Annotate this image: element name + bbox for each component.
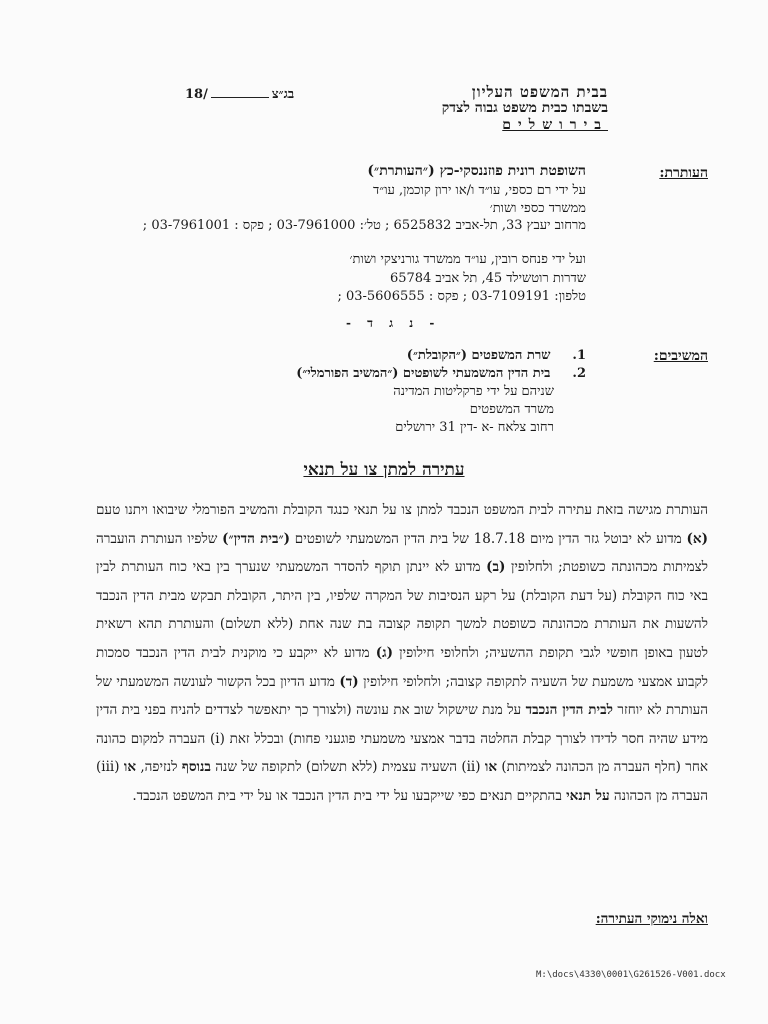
clause-c-marker: (ג) <box>375 644 393 661</box>
respondents-label: המשיבים: <box>653 348 708 364</box>
body-text-2: מדוע לא יבוטל גזר הדין מיום 18.7.18 של בית הדין המשמעתי לשופטים <box>289 530 687 547</box>
petitioner-address-2: שדרות רוטשילד 45, תל אביב 65784 <box>389 271 586 286</box>
petitioner-name: השופטת רונית פוזננסקי-כץ (״העותרת״) <box>367 163 586 179</box>
conditional-emphasis: על תנאי <box>566 787 610 804</box>
body-text-3: שלפיו העותרת הועברה לצמיתות מכהונתה כשופטת; ולחלופין <box>96 530 708 576</box>
case-suffix: /18 <box>185 87 208 102</box>
or-emphasis-1: או <box>484 759 497 776</box>
respondent-2-number: 2. <box>572 366 586 381</box>
versus-separator: - נ ג ד - <box>346 316 441 330</box>
petitioner-firm-1: ממשרד כספי ושות׳ <box>489 201 586 216</box>
footer-file-path: M:\docs\4330\0001\G261526-V001.docx <box>536 970 726 980</box>
case-number <box>185 86 294 102</box>
court-name-line1: בבית המשפט העליון <box>471 83 608 101</box>
petitioner-phone-2: טלפון: 03-7109191 ; פקס : 03-5606555 ; <box>337 289 586 304</box>
respondents-office: משרד המשפטים <box>469 402 554 417</box>
body-text-7: על מנת שישקול שוב את עונשה (ולצורך כך יתאפשר לצדדים להניח בפני בית הדין מידע שהיה חסר לדידו לצורך קבלת החלטה בדבר אמצעי משמעתי פוגעני פחות) ובכלל זאת (i) העברה למקום כהונה אחר (חלף העברה מן הכהונה לצמיתות) <box>96 702 708 776</box>
or-emphasis-2: או <box>123 759 136 776</box>
petitioner-label: העותרת: <box>659 165 708 181</box>
body-text-11: בהתקיים תנאים כפי שייקבעו על ידי בית הדין הנכבד או על ידי בית המשפט הנכבד. <box>132 787 567 804</box>
court-emphasis: לבית הדין הנכבד <box>525 702 613 719</box>
court-location: בירושלים <box>502 117 608 133</box>
respondent-2-name: בית הדין המשמעתי לשופטים (״המשיב הפורמלי״) <box>296 366 551 381</box>
grounds-heading: ואלה נימוקי העתירה: <box>595 911 708 927</box>
body-text-9: לנזיפה, <box>135 759 182 776</box>
respondent-1-name: שרת המשפטים (״הקובלת״) <box>406 348 551 363</box>
respondents-counsel: שניהם על ידי פרקליטות המדינה <box>393 384 554 399</box>
petitioner-address-1: מרחוב יעבץ 33, תל-אביב 6525832 ; טל׳: 03-7961000 ; פקס : 03-7961001 ; <box>142 218 586 233</box>
clause-b-marker: (ב) <box>486 559 506 576</box>
clause-d-marker: (ד) <box>339 673 359 690</box>
petitioner-counsel-1: על ידי רם כספי, עו״ד ו/או ירון קוכמן, עו״ד <box>373 183 586 198</box>
body-text-8: (ii) השעיה עצמית (ללא תשלום) לתקופה של שנה <box>210 759 485 776</box>
petition-body <box>96 496 708 811</box>
respondent-1-number: 1. <box>572 348 586 363</box>
body-text-4: מדוע לא יינתן תוקף להסדר המשמעתי שנערך בין באי כוח העותרת לבין באי כוח הקובלת (על דעת הקובלת) על רקע הנסיבות של המקרה שלפיו, בין היתר, הקובלת תבקש מבית הדין הנכבד להשעות את העותרת מכהונתה כשופטת למשך תקופה קצובה בת שנה אחת (ללא תשלום) והעותרת תהא רשאית לטעון באופן חופשי לגבי תקופת ההשעיה; ולחלופי חילופין <box>96 559 708 661</box>
court-name-line2: בשבתו כבית משפט גבוה לצדק <box>441 100 608 116</box>
body-text-10: (iii) העברה מן הכהונה <box>96 759 708 804</box>
court-defined-term: (״בית הדין״) <box>222 530 290 547</box>
body-text-5: מדוע לא ייקבע כי מוקנית לבית הדין הנכבד סמכות לקבוע אמצעי משמעת של השעיה לתקופה קצובה; ולחלופי חילופין <box>96 644 708 690</box>
case-prefix: בג״צ <box>271 87 295 102</box>
respondent-2 <box>296 365 586 381</box>
petition-paragraph <box>96 496 708 811</box>
respondents-address: רחוב צלאח -א -דין 31 ירושלים <box>395 420 554 435</box>
petitioner-counsel-2: ועל ידי פנחס רובין, עו״ד ממשרד גורניצקי ושות׳ <box>349 252 586 267</box>
case-number-blank <box>211 97 269 98</box>
body-text-6: מדוע הדיון בכל הקשור לעונשה המשמעתי של העותרת לא יוחזר <box>96 673 708 719</box>
body-text-1: העותרת מגישה בזאת עתירה לבית המשפט הנכבד למתן צו על תנאי כנגד הקובלת והמשיב הפורמלי שיבואו ויתנו טעם <box>96 502 708 518</box>
respondent-1 <box>407 347 586 363</box>
clause-a-marker: (א) <box>686 530 708 547</box>
additional-emphasis: בנוסף <box>181 759 211 776</box>
document-title: עתירה למתן צו על תנאי <box>303 460 465 480</box>
